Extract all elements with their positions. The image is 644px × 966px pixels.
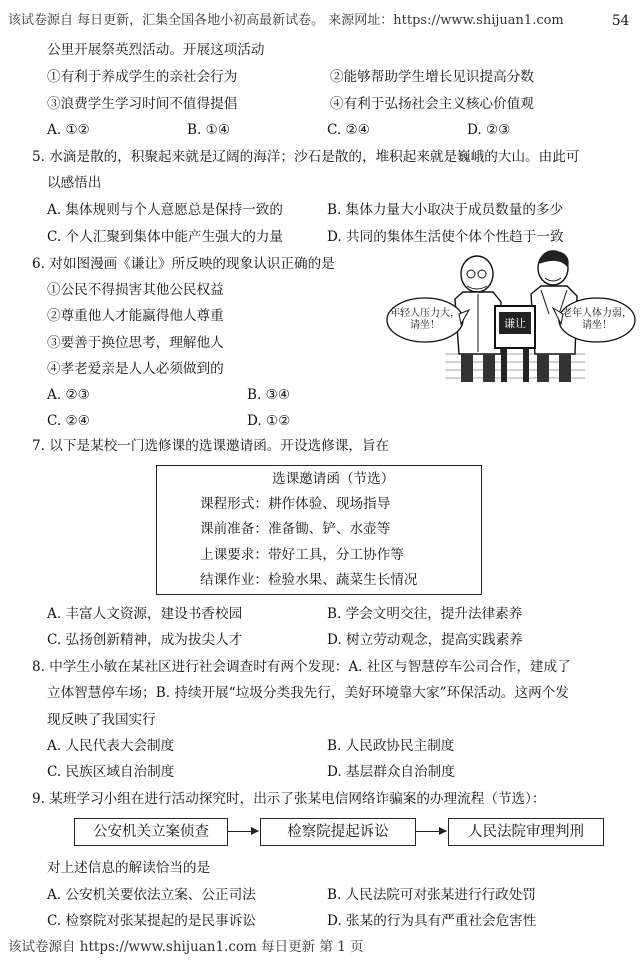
q6-cartoon [385,244,637,392]
q9-flow-step-2: 检察院提起诉讼 [260,818,416,846]
q6-option-b: B. ③④ [247,387,291,403]
q7-stem: 7. 以下是某校一门选修课的选课邀请函。开设选修课，旨在 [32,438,390,454]
q5-option-a: A. 集体规则与个人意愿总是保持一致的 [47,202,283,218]
q4-option-b: B. ①④ [187,122,231,138]
footer-watermark: 该试卷源自 https://www.shijuan1.com 每日更新 第 1 页 [8,939,364,955]
q7-box-title: 选课邀请函（节选） [272,471,395,487]
header-tail: 54 [612,13,630,29]
q7-option-a: A. 丰富人文资源，建设书香校园 [47,606,243,622]
q5-stem-line-1: 5. 水滴是散的，积聚起来就是辽阔的海洋；沙石是散的，堆积起来就是巍峨的大山。由此可 [32,149,580,165]
q9-flow-arrow-2 [416,831,446,832]
q6-statement-4: ④孝老爱亲是人人必须做到的 [47,361,224,377]
q9-flow-arrow-1 [228,831,258,832]
q9-flow-step-1: 公安机关立案侦查 [74,818,228,846]
q7-box-row-1: 课程形式：耕作体验、现场指导 [200,496,391,512]
q7-option-d: D. 树立劳动观念，提高实践素养 [327,632,523,648]
q4-option-c: C. ②④ [327,122,370,138]
q7-box-row-4: 结课作业：检验水果、蔬菜生长情况 [200,572,418,588]
q9-flow-step-3: 人民法院审理判刑 [448,818,604,846]
q7-box-row-3: 上课要求：带好工具，分工协作等 [200,547,404,563]
q8-option-b: B. 人民政协民主制度 [327,738,455,754]
q4-statement-3: ③浪费学生学习时间不值得提倡 [47,96,238,112]
q9-option-d: D. 张某的行为具有严重社会危害性 [327,913,537,929]
q9-option-b: B. 人民法院可对张某进行行政处罚 [327,887,536,903]
q6-stem: 6. 对如图漫画《谦让》所反映的现象认识正确的是 [32,256,335,272]
q8-option-d: D. 基层群众自治制度 [327,764,455,780]
q7-box-row-2: 课前准备：准备锄、铲、水壶等 [200,521,391,537]
q4-statement-2: ②能够帮助学生增长见识提高分数 [330,69,534,85]
q8-option-c: C. 民族区域自治制度 [47,764,175,780]
cartoon-left-bubble-text: 年轻人压力大，请坐！ [390,308,460,331]
q8-stem-line-2: 立体智慧停车场；B. 持续开展“垃圾分类我先行，美好环境靠大家”环保活动。这两个发 [47,685,569,701]
q9-stem: 9. 某班学习小组在进行活动探究时，出示了张某电信网络诈骗案的办理流程（节选）： [32,791,546,807]
q7-option-c: C. 弘扬创新精神，成为拔尖人才 [47,632,243,648]
q6-statement-1: ①公民不得损害其他公民权益 [47,282,224,298]
q6-option-a: A. ②③ [47,387,90,403]
q5-option-d: D. 共同的集体生活使个体个性趋于一致 [327,229,564,245]
q5-option-b: B. 集体力量大小取决于成员数量的多少 [327,202,564,218]
cartoon-right-bubble-text: 老年人体力弱，请坐！ [562,308,632,331]
q9-option-c: C. 检察院对张某提起的是民事诉讼 [47,913,256,929]
q9-sub-question: 对上述信息的解读恰当的是 [47,860,211,876]
q8-option-a: A. 人民代表大会制度 [47,738,175,754]
q4-option-d: D. ②③ [467,122,511,138]
q4-statement-1: ①有利于养成学生的亲社会行为 [47,69,238,85]
cartoon-sign-text: 谦让 [504,317,526,330]
q9-option-a: A. 公安机关要依法立案、公正司法 [47,887,256,903]
q4-stem-cont: 公里开展祭英烈活动。开展这项活动 [47,42,265,58]
q4-statement-4: ④有利于弘扬社会主义核心价值观 [330,96,534,112]
q6-option-c: C. ②④ [47,413,90,429]
q5-stem-line-2: 以感悟出 [47,175,102,191]
q4-option-a: A. ①② [47,122,90,138]
q5-option-c: C. 个人汇聚到集体中能产生强大的力量 [47,229,284,245]
header-watermark: 该试卷源自 每日更新，汇集全国各地小初高最新试卷。 来源网址：https://www.shijuan1.com [8,13,564,28]
q6-statement-3: ③要善于换位思考，理解他人 [47,335,224,351]
q8-stem-line-1: 8. 中学生小敏在某社区进行社会调查时有两个发现：A. 社区与智慧停车公司合作，建成了 [32,659,571,675]
q8-stem-line-3: 现反映了我国实行 [47,712,156,728]
q6-statement-2: ②尊重他人才能赢得他人尊重 [47,308,224,324]
q7-option-b: B. 学会文明交往，提升法律素养 [327,606,523,622]
q6-option-d: D. ①② [247,413,291,429]
